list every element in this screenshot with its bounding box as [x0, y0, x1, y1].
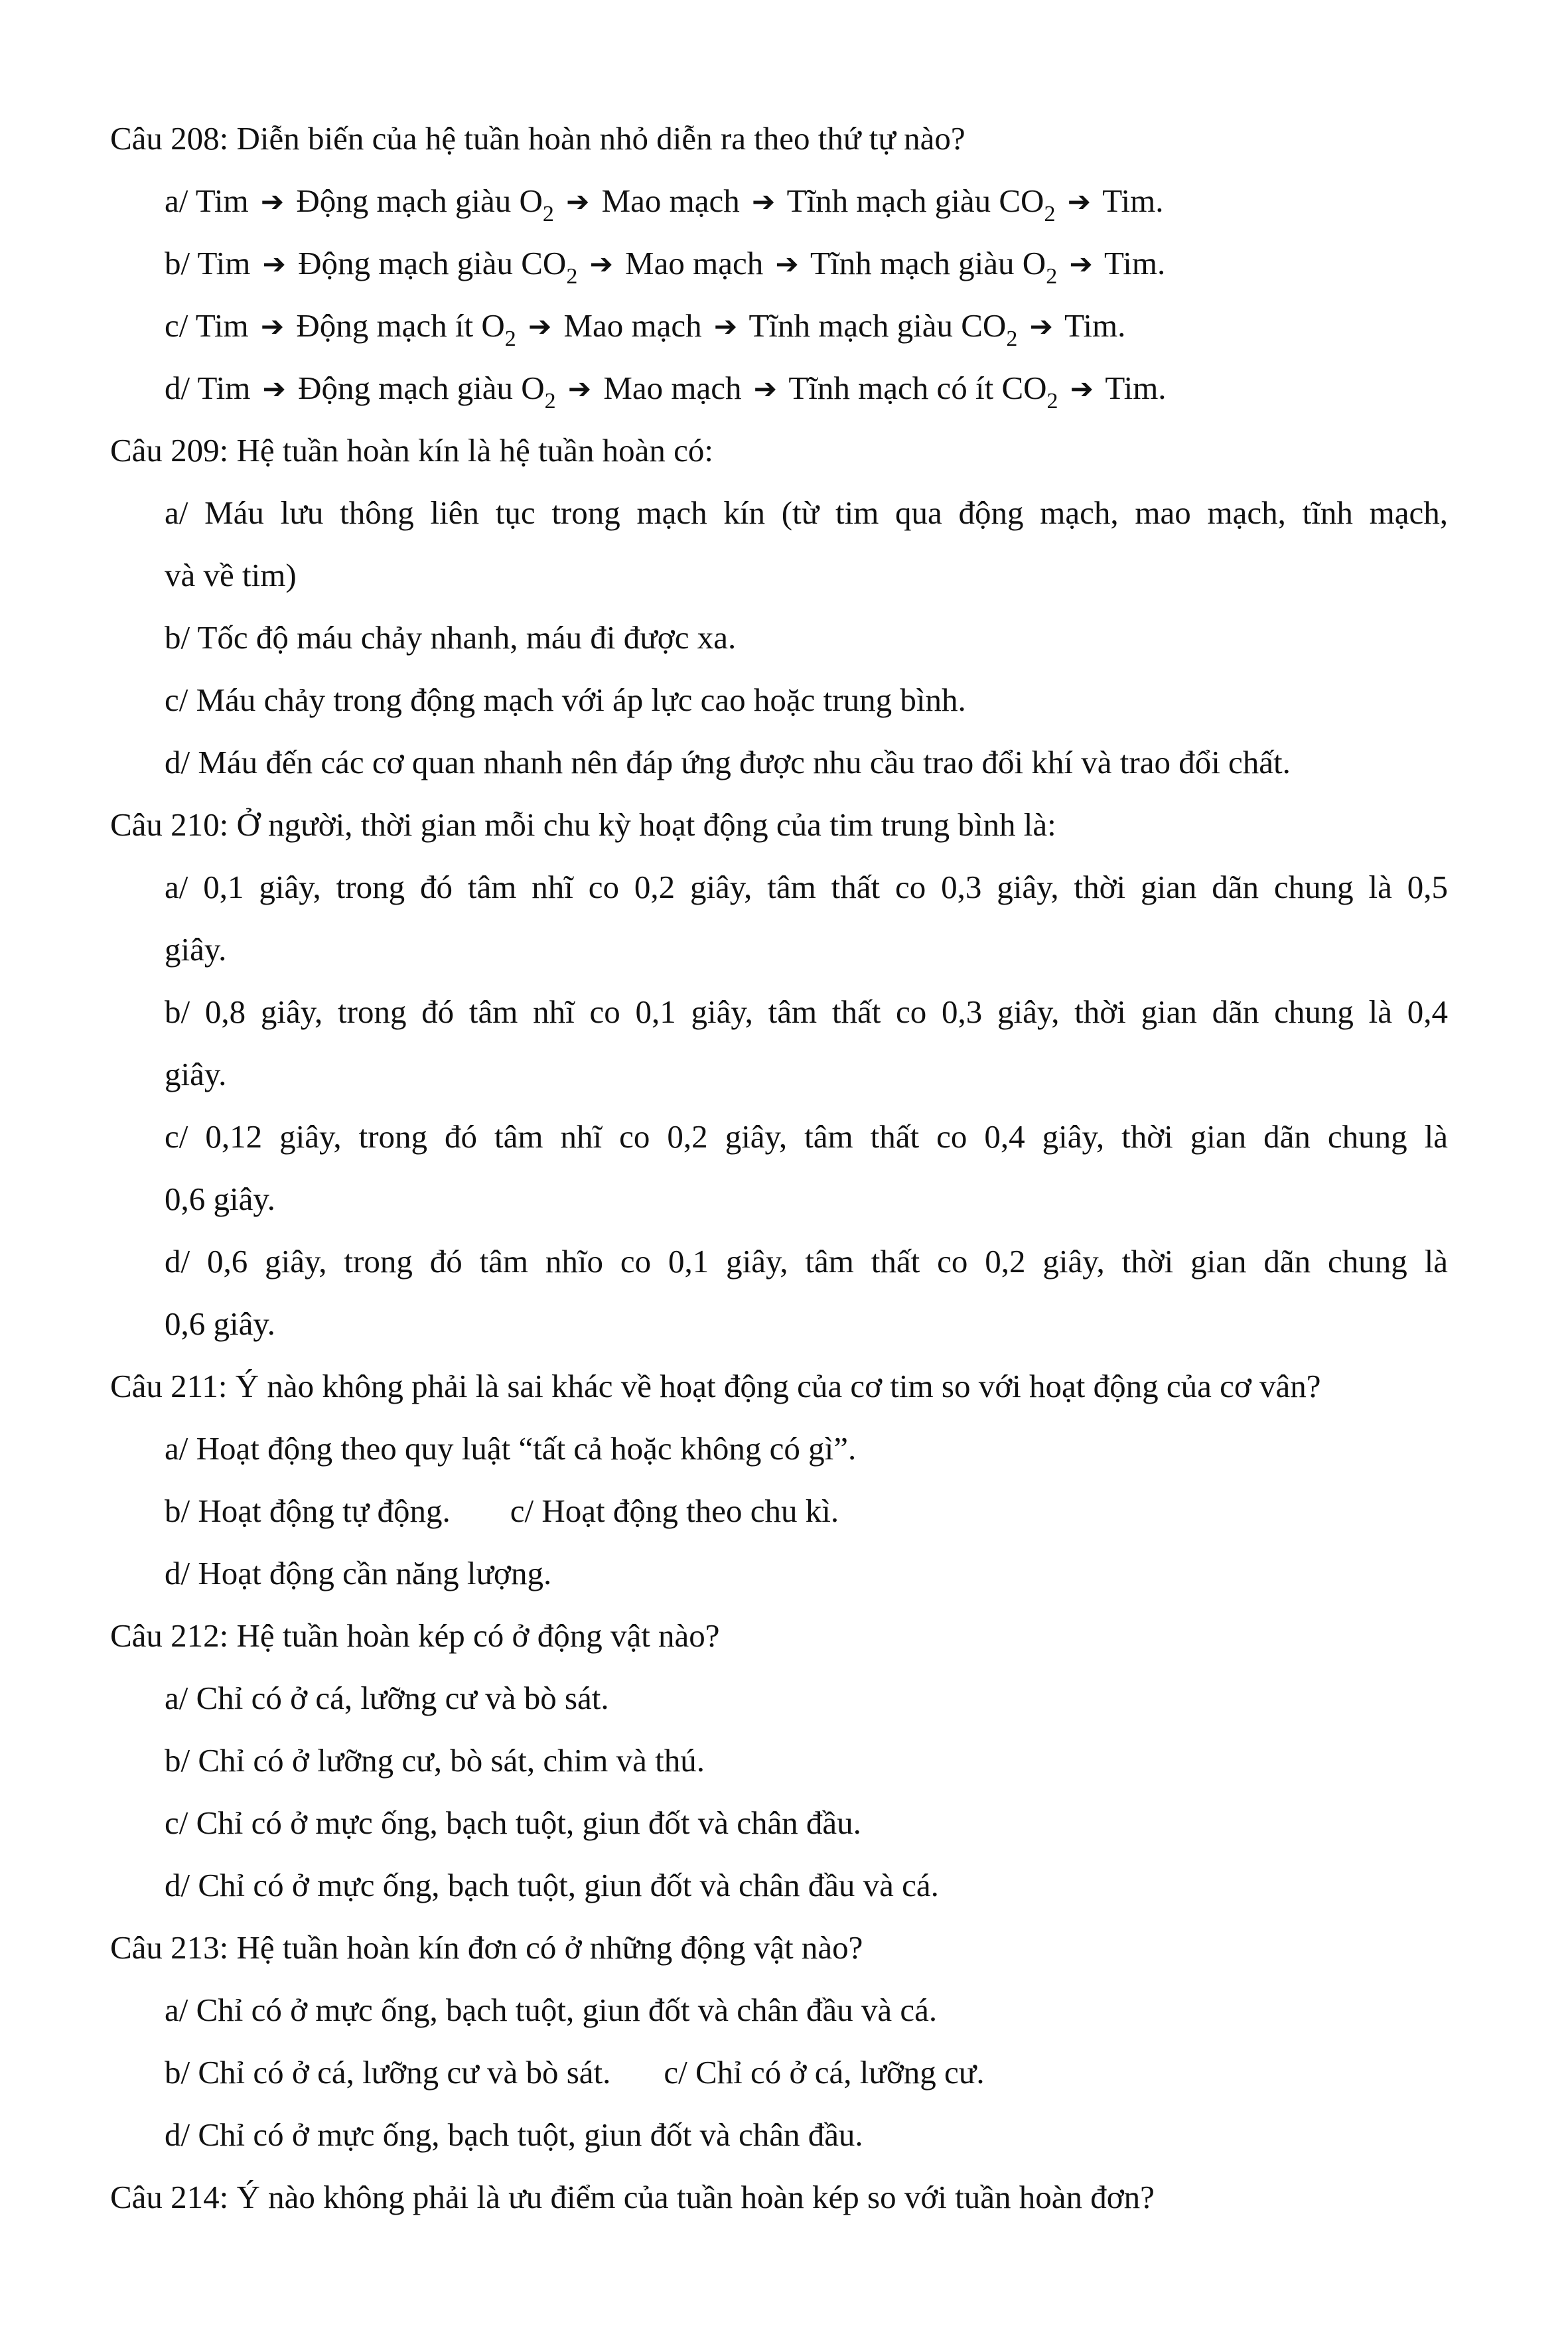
- question-214-stem: Câu 214: Ý nào không phải là ưu điểm của tuần hoàn kép so với tuần hoàn đơn?: [110, 2179, 1155, 2215]
- question-210-stem: Câu 210: Ở người, thời gian mỗi chu kỳ hoạt động của tim trung bình là:: [110, 806, 1056, 843]
- option-text: Mao mạch: [625, 245, 764, 281]
- option-text: c/ Tim: [165, 307, 249, 344]
- option-text: b/ Tim: [165, 245, 251, 281]
- option-text: Tim.: [1102, 183, 1164, 219]
- question-208-option-b: [165, 245, 1166, 289]
- question-212-option-b: b/ Chỉ có ở lưỡng cư, bò sát, chim và thú.: [165, 1742, 705, 1779]
- arrow-icon: ➔: [1029, 310, 1053, 342]
- question-208-option-c: [165, 307, 1126, 351]
- question-210-option-b-line2: giây.: [165, 1056, 227, 1092]
- question-211-option-b: b/ Hoạt động tự động.: [165, 1493, 451, 1529]
- question-208-option-d: [165, 370, 1167, 413]
- question-209-option-a-line1: a/ Máu lưu thông liên tục trong mạch kín (từ tim qua động mạch, mao mạch, tĩnh mạch,: [165, 494, 1448, 531]
- option-text: Tĩnh mạch giàu CO: [786, 183, 1044, 219]
- arrow-icon: ➔: [262, 372, 286, 405]
- question-210-option-d-line1: d/ 0,6 giây, trong đó tâm nhĩo co 0,1 giây, tâm thất co 0,2 giây, thời gian dãn chung là: [165, 1243, 1448, 1280]
- question-210-option-c-line1: c/ 0,12 giây, trong đó tâm nhĩ co 0,2 giây, tâm thất co 0,4 giây, thời gian dãn chung là: [165, 1118, 1448, 1155]
- subscript: 2: [1044, 202, 1056, 226]
- option-text: Tĩnh mạch giàu O: [810, 245, 1046, 281]
- question-209-option-b: b/ Tốc độ máu chảy nhanh, máu đi được xa.: [165, 619, 737, 656]
- arrow-icon: ➔: [262, 248, 286, 280]
- option-text: Động mạch giàu O: [298, 370, 545, 406]
- arrow-icon: ➔: [1069, 248, 1093, 280]
- question-210-option-a-line1: a/ 0,1 giây, trong đó tâm nhĩ co 0,2 giây, tâm thất co 0,3 giây, thời gian dãn chung là 0,5: [165, 869, 1448, 905]
- question-212-option-d: d/ Chỉ có ở mực ống, bạch tuột, giun đốt và chân đầu và cá.: [165, 1867, 939, 1903]
- arrow-icon: ➔: [1067, 185, 1091, 218]
- question-209-stem: Câu 209: Hệ tuần hoàn kín là hệ tuần hoàn có:: [110, 432, 713, 469]
- question-208-stem: Câu 208: Diễn biến của hệ tuần hoàn nhỏ diễn ra theo thứ tự nào?: [110, 120, 965, 157]
- subscript: 2: [504, 327, 516, 351]
- arrow-icon: ➔: [1070, 372, 1094, 405]
- arrow-icon: ➔: [713, 310, 738, 342]
- arrow-icon: ➔: [589, 248, 613, 280]
- question-210-option-c-line2: 0,6 giây.: [165, 1181, 275, 1217]
- subscript: 2: [1046, 389, 1058, 413]
- option-text: Tim.: [1105, 370, 1167, 406]
- subscript: 2: [1046, 264, 1058, 289]
- question-213-option-a: a/ Chỉ có ở mực ống, bạch tuột, giun đốt và chân đầu và cá.: [165, 1992, 938, 2028]
- question-213-option-d: d/ Chỉ có ở mực ống, bạch tuột, giun đốt và chân đầu.: [165, 2116, 863, 2153]
- question-211-option-d: d/ Hoạt động cần năng lượng.: [165, 1555, 552, 1591]
- arrow-icon: ➔: [528, 310, 552, 342]
- arrow-icon: ➔: [753, 372, 777, 405]
- option-text: Động mạch giàu O: [296, 183, 543, 219]
- option-text: Tĩnh mạch có ít CO: [788, 370, 1047, 406]
- question-210-option-d-line2: 0,6 giây.: [165, 1305, 275, 1342]
- option-text: d/ Tim: [165, 370, 251, 406]
- option-text: Mao mạch: [563, 307, 702, 344]
- option-text: Tĩnh mạch giàu CO: [748, 307, 1007, 344]
- question-212-option-c: c/ Chỉ có ở mực ống, bạch tuột, giun đốt và chân đầu.: [165, 1804, 861, 1841]
- question-211-stem: Câu 211: Ý nào không phải là sai khác về hoạt động của cơ tim so với hoạt động của cơ vân?: [110, 1368, 1321, 1404]
- arrow-icon: ➔: [260, 310, 285, 342]
- question-209-option-a-line2: và về tim): [165, 557, 297, 593]
- subscript: 2: [1006, 327, 1018, 351]
- option-text: Động mạch giàu CO: [298, 245, 567, 281]
- question-212-stem: Câu 212: Hệ tuần hoàn kép có ở động vật nào?: [110, 1617, 720, 1654]
- option-text: Mao mạch: [601, 183, 740, 219]
- question-208-option-a: [165, 183, 1164, 226]
- question-211-options-b-c: [165, 1495, 839, 1527]
- question-213-option-c: c/ Chỉ có ở cá, lưỡng cư.: [664, 2054, 985, 2091]
- option-text: Động mạch ít O: [296, 307, 505, 344]
- question-213-options-b-c: [165, 2056, 985, 2089]
- subscript: 2: [566, 264, 578, 289]
- question-213-stem: Câu 213: Hệ tuần hoàn kín đơn có ở những động vật nào?: [110, 1929, 863, 1966]
- option-text: Tim.: [1064, 307, 1126, 344]
- question-209-option-d: d/ Máu đến các cơ quan nhanh nên đáp ứng được nhu cầu trao đổi khí và trao đổi chất.: [165, 744, 1291, 780]
- subscript: 2: [542, 202, 554, 226]
- arrow-icon: ➔: [752, 185, 776, 218]
- option-text: Mao mạch: [603, 370, 742, 406]
- arrow-icon: ➔: [775, 248, 799, 280]
- arrow-icon: ➔: [566, 185, 590, 218]
- question-213-option-b: b/ Chỉ có ở cá, lưỡng cư và bò sát.: [165, 2054, 611, 2091]
- option-text: Tim.: [1104, 245, 1166, 281]
- question-209-option-c: c/ Máu chảy trong động mạch với áp lực cao hoặc trung bình.: [165, 682, 966, 718]
- question-210-option-b-line1: b/ 0,8 giây, trong đó tâm nhĩ co 0,1 giây, tâm thất co 0,3 giây, thời gian dãn chung là 0,4: [165, 993, 1448, 1030]
- arrow-icon: ➔: [567, 372, 592, 405]
- question-211-option-c: c/ Hoạt động theo chu kì.: [510, 1493, 839, 1529]
- arrow-icon: ➔: [260, 185, 285, 218]
- question-211-option-a: a/ Hoạt động theo quy luật “tất cả hoặc không có gì”.: [165, 1430, 857, 1467]
- question-212-option-a: a/ Chỉ có ở cá, lưỡng cư và bò sát.: [165, 1680, 609, 1716]
- question-210-option-a-line2: giây.: [165, 931, 227, 968]
- subscript: 2: [544, 389, 556, 413]
- option-text: a/ Tim: [165, 183, 249, 219]
